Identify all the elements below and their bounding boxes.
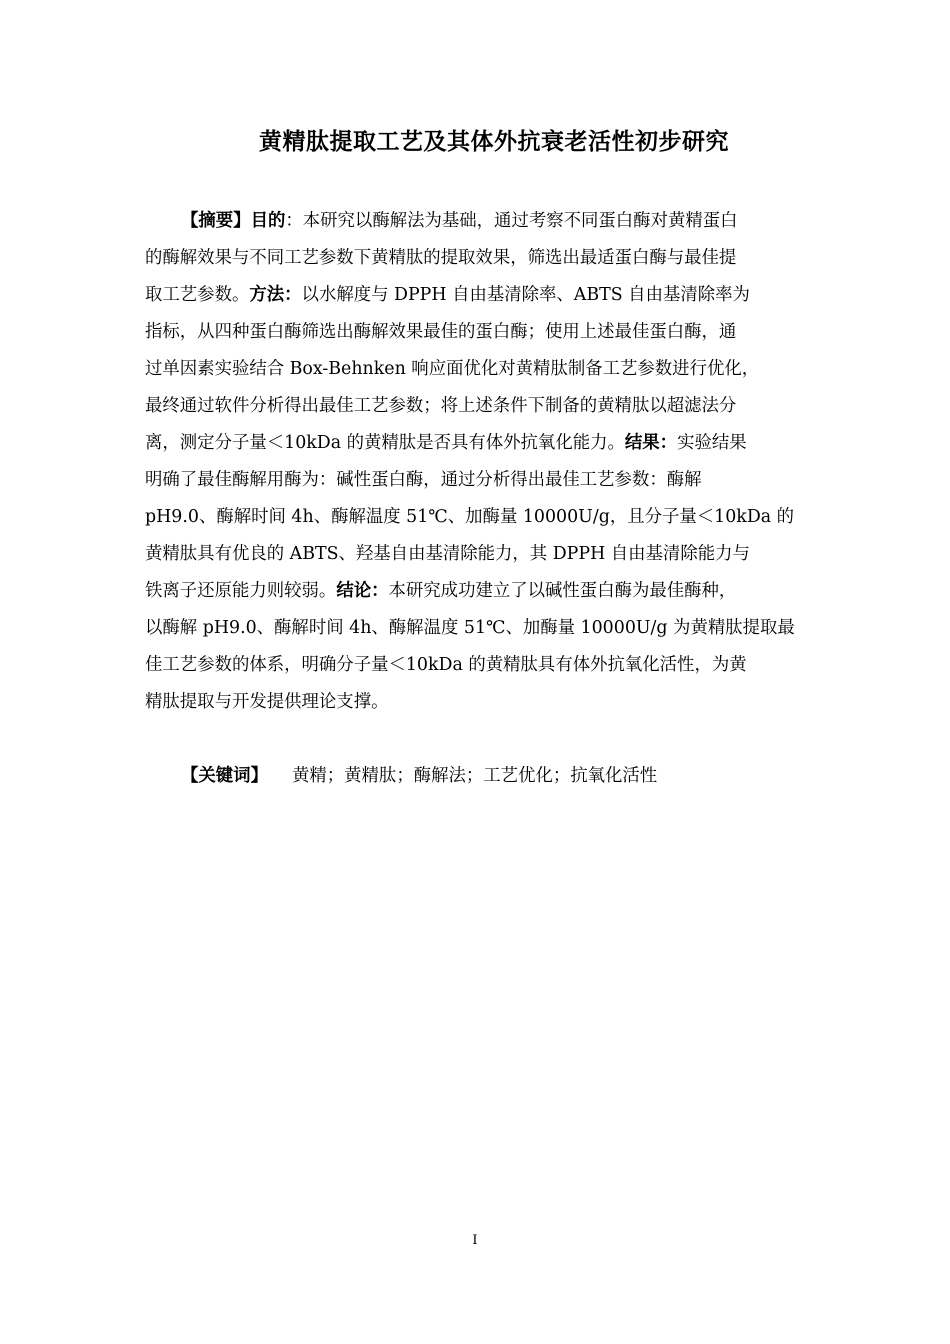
abstract-line (145, 684, 805, 721)
abstract-text: 过单因素实验结合 Box-Behnken 响应面优化对黄精肽制备工艺参数进行优化， (145, 359, 760, 379)
abstract-line (145, 499, 805, 536)
abstract-text: 取工艺参数。 (145, 285, 250, 305)
abstract-text: 最终通过软件分析得出最佳工艺参数；将上述条件下制备的黄精肽以超滤法分 (145, 396, 737, 416)
document-title: 黄精肽提取工艺及其体外抗衰老活性初步研究 (259, 129, 729, 155)
abstract-section (145, 203, 805, 721)
abstract-line (145, 203, 805, 240)
abstract-text: 精肽提取与开发提供理论支撑。 (145, 692, 389, 712)
abstract-line (145, 536, 805, 573)
abstract-text: 铁离子还原能力则较弱。 (145, 581, 337, 601)
abstract-line (145, 462, 805, 499)
keywords-text: 黄精；黄精肽；酶解法；工艺优化；抗氧化活性 (291, 766, 658, 786)
abstract-line (145, 425, 805, 462)
abstract-text: 以酶解 pH9.0、酶解时间 4h、酶解温度 51℃、加酶量 10000U/g 为黄精肽提取最 (145, 618, 795, 638)
abstract-line (145, 314, 805, 351)
page-number: I (472, 1233, 478, 1248)
abstract-text: 离，测定分子量＜10kDa 的黄精肽是否具有体外抗氧化能力。 (145, 433, 625, 453)
abstract-line (145, 351, 805, 388)
abstract-line (145, 388, 805, 425)
abstract-text: 实验结果 (677, 433, 747, 453)
abstract-line (145, 240, 805, 277)
abstract-text: 的酶解效果与不同工艺参数下黄精肽的提取效果，筛选出最适蛋白酶与最佳提 (145, 248, 737, 268)
abstract-text: 指标，从四种蛋白酶筛选出酶解效果最佳的蛋白酶；使用上述最佳蛋白酶，通 (145, 322, 737, 342)
abstract-text: 明确了最佳酶解用酶为：碱性蛋白酶，通过分析得出最佳工艺参数：酶解 (145, 470, 702, 490)
abstract-text: 本研究成功建立了以碱性蛋白酶为最佳酶种， (388, 581, 737, 601)
abstract-line (145, 610, 805, 647)
abstract-text: ：本研究以酶解法为基础，通过考察不同蛋白酶对黄精蛋白 (285, 211, 738, 231)
keywords-label: 【关键词】 (181, 766, 268, 786)
abstract-heading: 【摘要】目的 (181, 211, 286, 231)
abstract-line (145, 647, 805, 684)
abstract-text: pH9.0、酶解时间 4h、酶解温度 51℃、加酶量 10000U/g，且分子量＜10kDa 的 (145, 507, 795, 527)
abstract-text: 以水解度与 DPPH 自由基清除率、ABTS 自由基清除率为 (301, 285, 750, 305)
abstract-text: 佳工艺参数的体系，明确分子量＜10kDa 的黄精肽具有体外抗氧化活性，为黄 (145, 655, 747, 675)
abstract-text: 黄精肽具有优良的 ABTS、羟基自由基清除能力，其 DPPH 自由基清除能力与 (145, 544, 750, 564)
abstract-line (145, 573, 805, 610)
abstract-heading: 方法： (249, 285, 302, 305)
abstract-line (145, 277, 805, 314)
abstract-heading: 结论： (336, 581, 389, 601)
keywords-line (181, 759, 657, 793)
abstract-heading: 结果： (624, 433, 678, 453)
